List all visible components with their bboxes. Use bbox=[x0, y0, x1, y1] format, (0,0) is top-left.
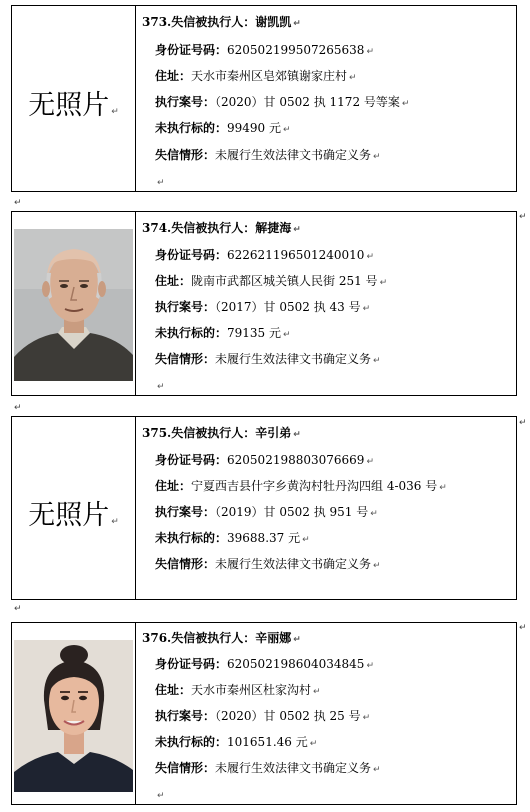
id-number-row: 身份证号码：620502199507265638 ↵ bbox=[155, 43, 374, 57]
situation-row: 失信情形：未履行生效法律文书确定义务 ↵ bbox=[155, 352, 381, 366]
address-row: 住址：宁夏西吉县什字乡黄沟村牡丹沟四组 4-036 号 ↵ bbox=[155, 479, 447, 493]
unpaid-amount-row: 未执行标的：101651.46 元 ↵ bbox=[155, 735, 318, 749]
record-376 bbox=[11, 622, 517, 805]
record-title: 375.失信被执行人：辛引弟 ↵ bbox=[142, 426, 301, 440]
situation-row: 失信情形：未履行生效法律文书确定义务 ↵ bbox=[155, 557, 381, 571]
record-title: 374.失信被执行人：解捷海 ↵ bbox=[142, 221, 301, 235]
address-row: 住址：天水市秦州区杜家沟村 ↵ bbox=[155, 683, 321, 697]
paragraph-mark: ↵ bbox=[14, 403, 22, 413]
id-number-row: 身份证号码：620502198803076669 ↵ bbox=[155, 453, 374, 467]
record-375 bbox=[11, 416, 517, 600]
situation-row: 失信情形：未履行生效法律文书确定义务 ↵ bbox=[155, 761, 381, 775]
record-374 bbox=[11, 211, 517, 396]
case-number-row: 执行案号：（2019）甘 0502 执 951 号 ↵ bbox=[155, 505, 378, 519]
photo-cell bbox=[12, 6, 136, 191]
record-info bbox=[142, 6, 510, 191]
no-photo-text: 无照片 ↵ bbox=[28, 500, 119, 531]
id-number-row: 身份证号码：622621196501240010 ↵ bbox=[155, 248, 374, 262]
photo-cell bbox=[12, 623, 136, 804]
empty-paragraph: ↵ bbox=[157, 382, 165, 392]
unpaid-amount-row: 未执行标的：99490 元 ↵ bbox=[155, 121, 291, 135]
record-title: 376.失信被执行人：辛丽娜 ↵ bbox=[142, 631, 301, 645]
cell-end-mark: ↵ bbox=[519, 418, 527, 428]
person-photo bbox=[14, 229, 133, 381]
situation-row: 失信情形：未履行生效法律文书确定义务 ↵ bbox=[155, 148, 381, 162]
record-info bbox=[142, 623, 510, 804]
case-number-row: 执行案号：（2020）甘 0502 执 25 号 ↵ bbox=[155, 709, 371, 723]
id-number-row: 身份证号码：620502198604034845 ↵ bbox=[155, 657, 374, 671]
cell-end-mark: ↵ bbox=[519, 212, 527, 222]
empty-paragraph: ↵ bbox=[157, 178, 165, 188]
case-number-row: 执行案号：（2020）甘 0502 执 1172 号等案 ↵ bbox=[155, 95, 410, 109]
person-photo bbox=[14, 640, 133, 792]
cell-end-mark: ↵ bbox=[519, 623, 527, 633]
unpaid-amount-row: 未执行标的：39688.37 元 ↵ bbox=[155, 531, 310, 545]
record-373 bbox=[11, 5, 517, 192]
unpaid-amount-row: 未执行标的：79135 元 ↵ bbox=[155, 326, 291, 340]
record-info bbox=[142, 417, 510, 599]
photo-cell bbox=[12, 212, 136, 395]
empty-paragraph: ↵ bbox=[157, 791, 165, 801]
address-row: 住址：天水市秦州区皂郊镇谢家庄村 ↵ bbox=[155, 69, 357, 83]
photo-cell bbox=[12, 417, 136, 599]
address-row: 住址：陇南市武都区城关镇人民街 251 号 ↵ bbox=[155, 274, 388, 288]
case-number-row: 执行案号：（2017）甘 0502 执 43 号 ↵ bbox=[155, 300, 371, 314]
paragraph-mark: ↵ bbox=[14, 198, 22, 208]
no-photo-text: 无照片 ↵ bbox=[28, 90, 119, 121]
record-info bbox=[142, 212, 510, 395]
paragraph-mark: ↵ bbox=[14, 604, 22, 614]
record-title: 373.失信被执行人：谢凯凯 ↵ bbox=[142, 15, 301, 29]
